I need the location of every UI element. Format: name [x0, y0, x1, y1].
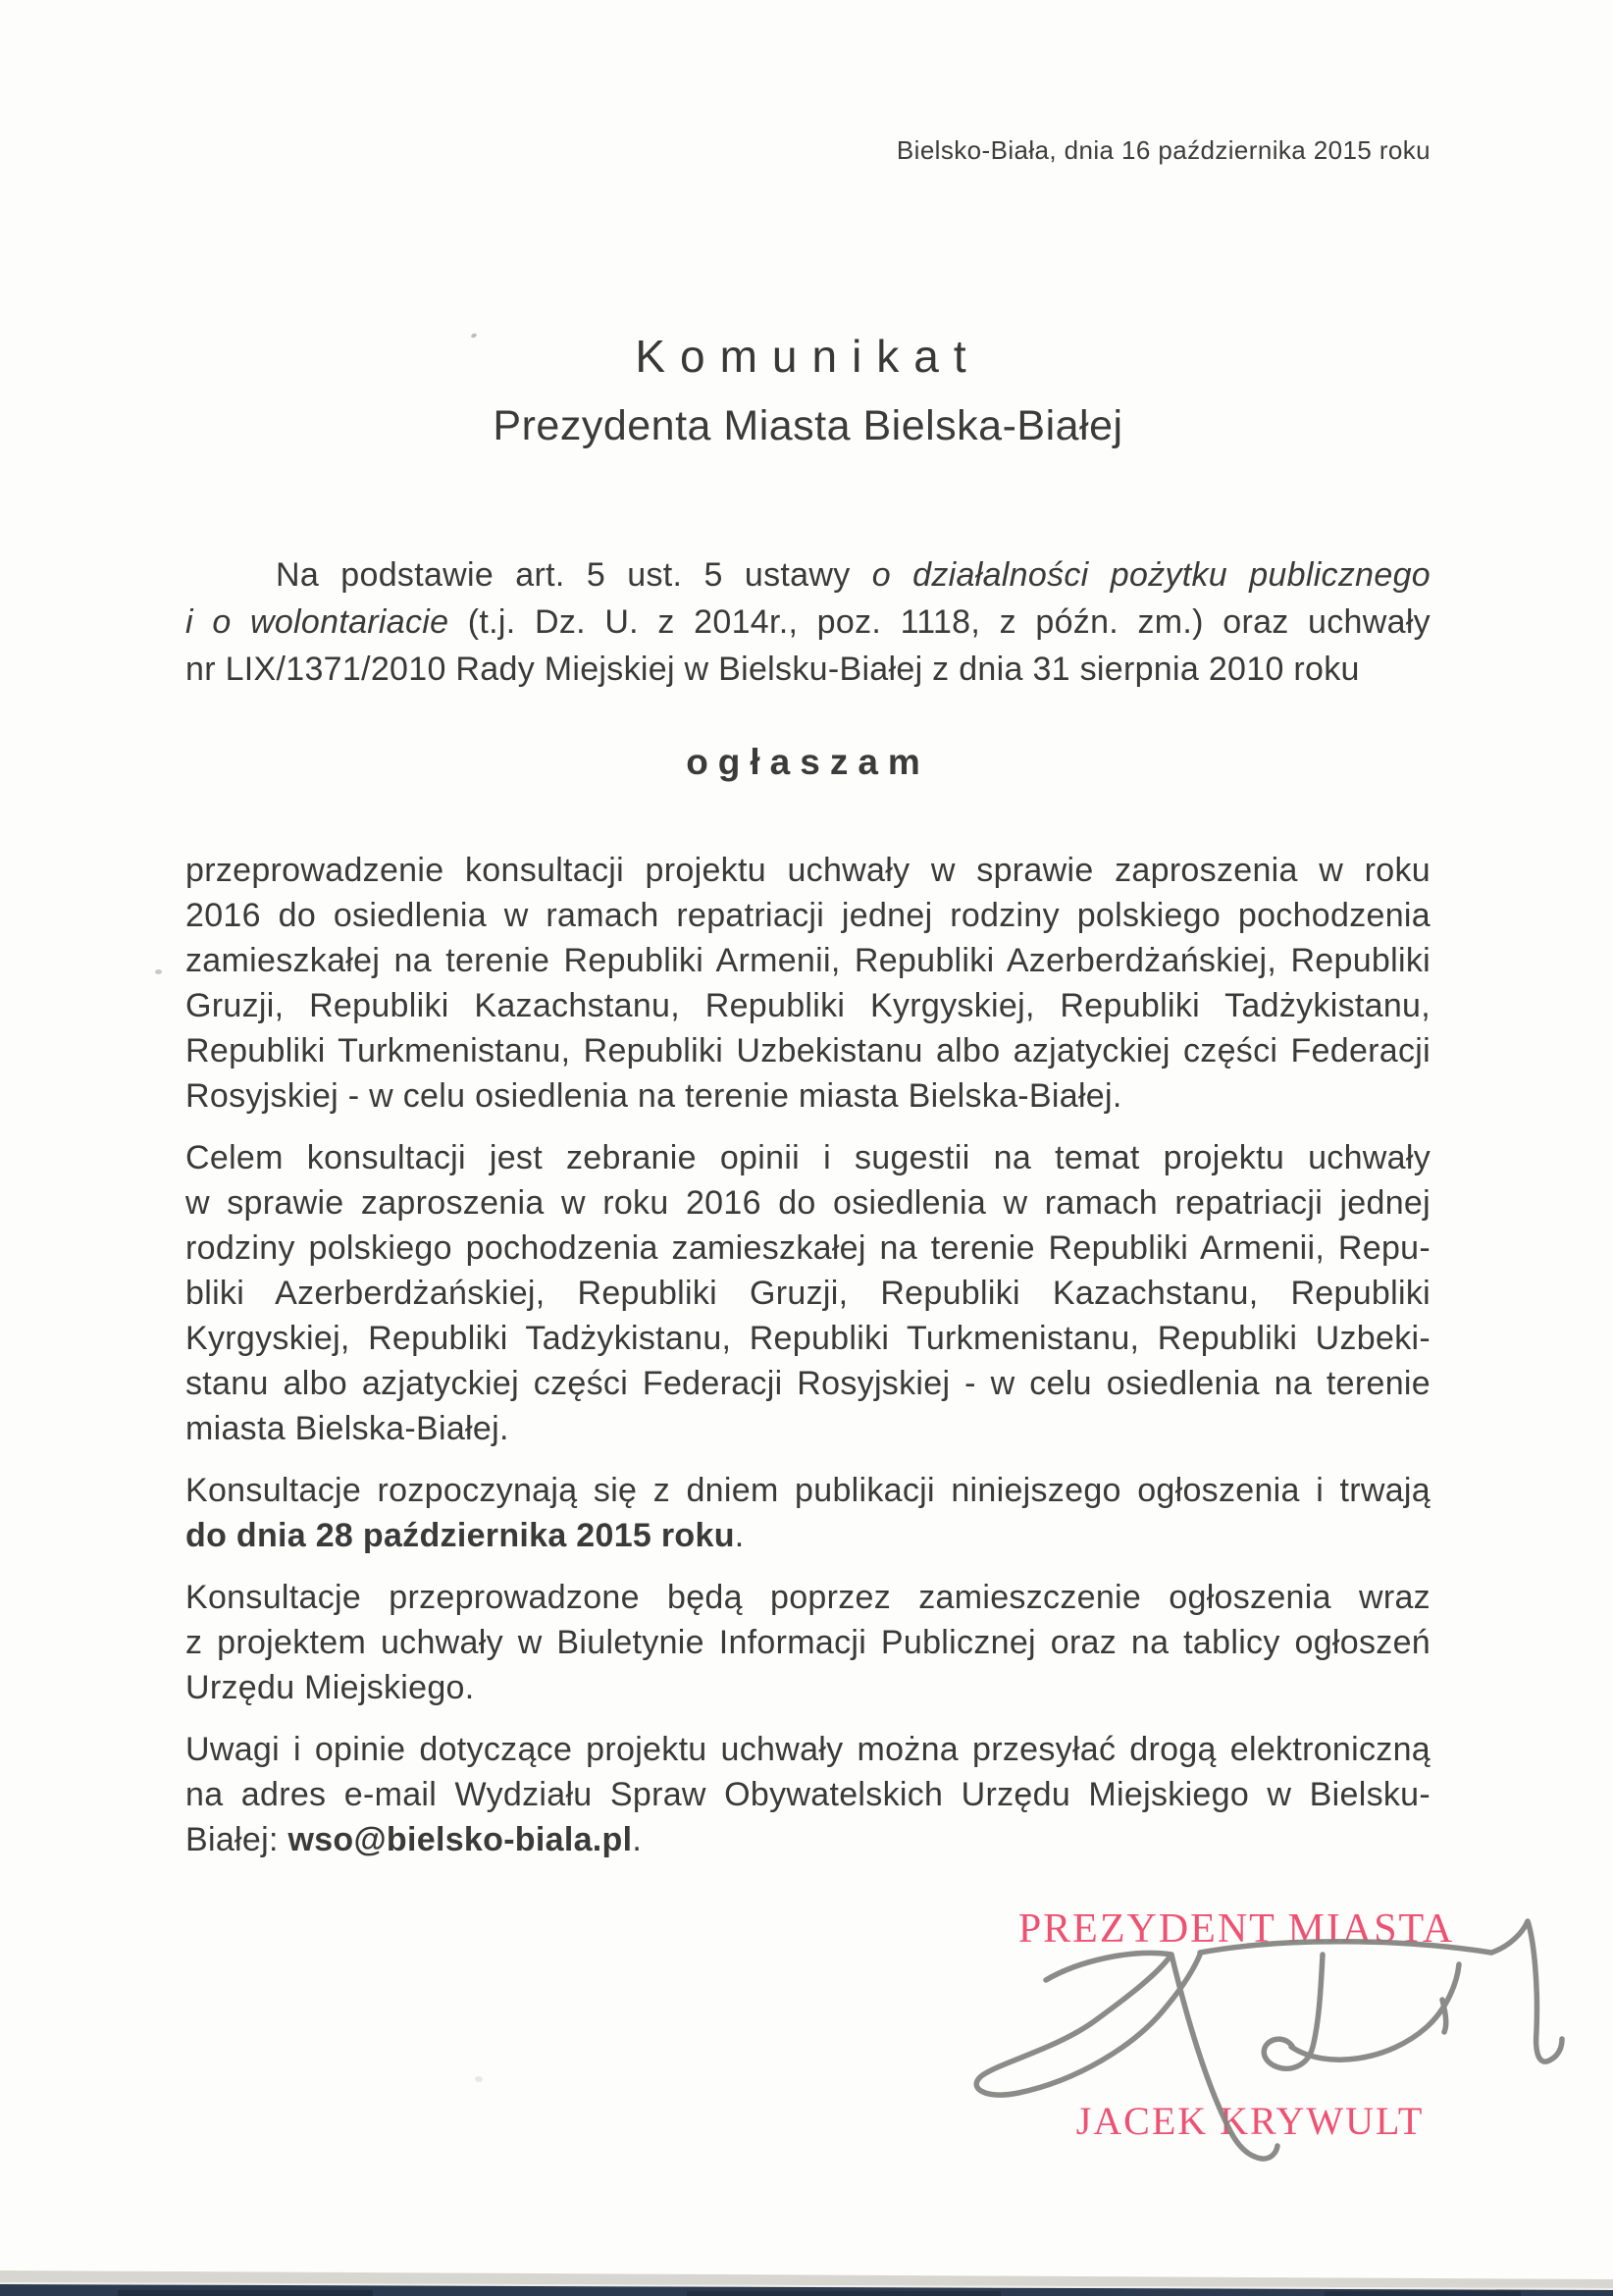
- text-segment: .: [632, 1821, 643, 1858]
- text-segment: bliki Azerberdżańskiej, Republiki Gruzji, Republiki Kazachstanu, Republiki: [185, 1275, 1431, 1312]
- signature-stroke-tick: [1442, 2000, 1446, 2032]
- text-line: [185, 893, 1431, 938]
- text-segment: 2016 do osiedlenia w ramach repatriacji jednej rodziny polskiego pochodzenia: [185, 897, 1431, 934]
- text-segment: Republiki Turkmenistanu, Republiki Uzbekistanu albo azjatyckiej części Federacji: [185, 1032, 1431, 1070]
- text-line: [185, 1727, 1431, 1772]
- text-segment: Konsultacje rozpoczynają się z dniem publikacji niniejszego ogłoszenia i trwają: [185, 1472, 1431, 1509]
- text-segment: Konsultacje przeprowadzone będą poprzez zamieszczenie ogłoszenia wraz: [185, 1579, 1431, 1616]
- text-line: [185, 1135, 1431, 1180]
- text-line: [185, 646, 1431, 693]
- announce-word: ogłaszam: [686, 742, 930, 782]
- text-segment: do dnia 28 października 2015 roku: [185, 1517, 735, 1554]
- text-line: [185, 938, 1431, 983]
- paragraph-contact-email: [185, 1727, 1431, 1862]
- document-title: Komunikat: [635, 331, 981, 382]
- stamp-name-text: JACEK KRYWULT: [1075, 2099, 1425, 2143]
- text-segment: (t.j. Dz. U. z 2014r., poz. 1118, z późn. zm.) oraz uchwały: [448, 603, 1431, 641]
- text-segment: Uwagi i opinie dotyczące projektu uchwały można przesyłać drogą elektroniczną: [185, 1731, 1431, 1768]
- text-line: [185, 1226, 1431, 1271]
- text-line: [185, 1406, 1431, 1451]
- signature-stroke-k-leg: [1171, 1955, 1277, 2159]
- scan-speck: [475, 2076, 483, 2082]
- text-segment: wso@bielsko-biala.pl: [287, 1821, 633, 1858]
- text-line: [185, 1665, 1431, 1710]
- text-segment: miasta Bielska-Białej.: [185, 1410, 509, 1447]
- text-line: [185, 1513, 1431, 1558]
- text-line: [185, 1271, 1431, 1316]
- scan-bottom-edge: [0, 2253, 1613, 2296]
- text-segment: z projektem uchwały w Biuletynie Informacji Publicznej oraz na tablicy ogłoszeń: [185, 1624, 1431, 1661]
- text-segment: rodziny polskiego pochodzenia zamieszkałej na terenie Republiki Armenii, Repu-: [185, 1229, 1431, 1267]
- text-segment: na adres e-mail Wydziału Spraw Obywatelskich Urzędu Miejskiego w Bielsku-: [185, 1776, 1431, 1813]
- text-segment: przeprowadzenie konsultacji projektu uchwały w sprawie zaproszenia w roku: [185, 852, 1431, 889]
- text-segment: Urzędu Miejskiego.: [185, 1669, 475, 1706]
- text-line: [185, 551, 1431, 599]
- text-line: [185, 983, 1431, 1028]
- text-segment: stanu albo azjatyckiej części Federacji Rosyjskiej - w celu osiedlenia na terenie: [185, 1365, 1431, 1402]
- text-segment: Celem konsultacji jest zebranie opinii i sugestii na temat projektu uchwały: [185, 1139, 1431, 1176]
- text-line: [185, 1575, 1431, 1620]
- document-date: Bielsko-Biała, dnia 16 października 2015 roku: [896, 135, 1431, 165]
- document-body: [185, 848, 1431, 1879]
- text-line: [185, 1361, 1431, 1406]
- text-line: [185, 1772, 1431, 1817]
- text-segment: .: [734, 1517, 745, 1554]
- paragraph-consultation-goal: [185, 1135, 1431, 1451]
- text-segment: o działalności pożytku publicznego: [871, 556, 1431, 594]
- text-segment: w sprawie zaproszenia w roku 2016 do osiedlenia w ramach repatriacji jednej: [185, 1184, 1431, 1222]
- legal-basis-paragraph: [185, 551, 1431, 693]
- text-segment: zamieszkałej na terenie Republiki Armenii, Republiki Azerberdżańskiej, Republiki: [185, 942, 1431, 979]
- text-segment: Na podstawie art. 5 ust. 5 ustawy: [276, 556, 872, 594]
- text-segment: Kyrgyskiej, Republiki Tadżykistanu, Republiki Turkmenistanu, Republiki Uzbeki-: [185, 1320, 1431, 1357]
- scan-speck: [155, 969, 162, 974]
- handwritten-signature: [962, 1913, 1589, 2168]
- text-line: [185, 1073, 1431, 1119]
- text-segment: nr LIX/1371/2010 Rady Miejskiej w Bielsku-Białej z dnia 31 sierpnia 2010 roku: [185, 651, 1360, 688]
- text-line: [185, 1028, 1431, 1073]
- signature-stroke-long-bar: [1200, 1942, 1491, 1953]
- text-line: [185, 599, 1431, 646]
- text-segment: Rosyjskiej - w celu osiedlenia na terenie miasta Bielska-Białej.: [185, 1077, 1122, 1115]
- text-segment: Gruzji, Republiki Kazachstanu, Republiki Kyrgyskiej, Republiki Tadżykistanu,: [185, 987, 1431, 1024]
- text-line: [185, 1468, 1431, 1513]
- paragraph-consultation-subject: [185, 848, 1431, 1119]
- stamp-role-text: PREZYDENT MIASTA: [1017, 1906, 1455, 1952]
- paragraph-consultation-dates: [185, 1468, 1431, 1558]
- document-subtitle: Prezydenta Miasta Bielska-Białej: [493, 402, 1123, 449]
- signature-stroke-jk-loop: [976, 1953, 1200, 2095]
- text-segment: Białej:: [185, 1821, 288, 1858]
- text-line: [185, 1620, 1431, 1665]
- text-line: [185, 1817, 1431, 1862]
- signature-stroke-right-hook: [1491, 1921, 1562, 2061]
- text-line: [185, 1180, 1431, 1226]
- signature-stroke-j-bowl: [1264, 1955, 1323, 2068]
- text-line: [185, 1316, 1431, 1361]
- text-line: [185, 848, 1431, 893]
- paragraph-consultation-form: [185, 1575, 1431, 1710]
- text-segment: i o wolontariacie: [185, 603, 449, 641]
